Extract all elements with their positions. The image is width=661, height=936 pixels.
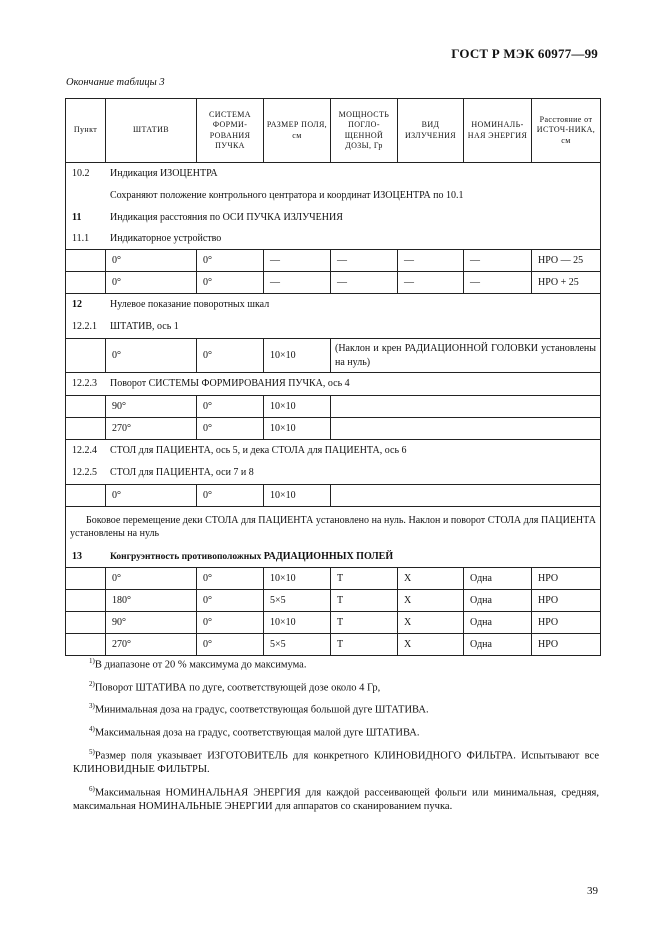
cell-source-distance: НРО — 25	[532, 250, 601, 272]
cell-source-distance: НРО	[532, 634, 601, 656]
col-header-gantry: ШТАТИВ	[106, 99, 197, 163]
footnotes	[73, 657, 599, 814]
cell-dose-rate: Т	[331, 612, 398, 634]
cell-beam-system: 0°	[197, 272, 264, 294]
section-note: Сохраняют положение контрольного центратора и координат ИЗОЦЕНТРА по 10.1	[110, 190, 464, 202]
cell-nominal-energy: Одна	[464, 634, 532, 656]
footnote	[73, 657, 599, 673]
cell-field-size: 10×10	[264, 568, 331, 590]
table-row	[66, 485, 601, 507]
section-number: 12	[72, 299, 82, 311]
cell-radiation-type: Х	[398, 634, 464, 656]
table-row	[66, 396, 601, 418]
section-title: Поворот СИСТЕМЫ ФОРМИРОВАНИЯ ПУЧКА, ось 4	[110, 378, 350, 390]
cell-row-note: (Наклон и крен РАДИАЦИОННОЙ ГОЛОВКИ установлены на нуль)	[331, 339, 601, 373]
section-number: 13	[72, 551, 82, 563]
footnote-mark: 6)	[89, 784, 95, 793]
table-continuation-caption: Окончание таблицы 3	[66, 77, 165, 88]
cell-source-distance: НРО	[532, 568, 601, 590]
cell-gantry: 270°	[106, 634, 197, 656]
table-row	[66, 418, 601, 440]
cell-field-size: —	[264, 272, 331, 294]
footnote-text: Максимальная доза на градус, соответствующая малой дуге ШТАТИВА.	[94, 727, 420, 739]
section-note-row	[66, 507, 601, 548]
cell-source-distance: НРО	[532, 590, 601, 612]
section-title: Конгруэнтность противоположных	[110, 552, 264, 563]
cell-beam-system: 0°	[197, 590, 264, 612]
cell-source-distance: НРО	[532, 612, 601, 634]
section-row	[66, 373, 601, 396]
cell-gantry: 0°	[106, 250, 197, 272]
footnote	[73, 748, 599, 778]
cell-radiation-type: —	[398, 272, 464, 294]
footnote	[73, 702, 599, 718]
cell-field-size: —	[264, 250, 331, 272]
table-row	[66, 590, 601, 612]
section-title: Индикация расстояния по ОСИ ПУЧКА ИЗЛУЧЕНИЯ	[110, 212, 343, 224]
section-row	[66, 316, 601, 339]
footnote	[73, 785, 599, 815]
cell-gantry: 180°	[106, 590, 197, 612]
cell-gantry: 90°	[106, 396, 197, 418]
section-row	[66, 207, 601, 229]
cell-gantry: 0°	[106, 568, 197, 590]
table-row	[66, 339, 601, 373]
cell-source-distance: НРО + 25	[532, 272, 601, 294]
cell-radiation-type: Х	[398, 568, 464, 590]
footnote-mark: 5)	[89, 747, 95, 756]
section-row	[66, 163, 601, 186]
cell-dose-rate: Т	[331, 590, 398, 612]
cell-gantry: 270°	[106, 418, 197, 440]
section-number: 12.2.4	[72, 445, 97, 457]
cell-beam-system: 0°	[197, 396, 264, 418]
cell-dose-rate: Т	[331, 568, 398, 590]
section-title: ШТАТИВ, ось 1	[110, 321, 179, 333]
section-number: 10.2	[72, 168, 90, 180]
footnote-mark: 2)	[89, 679, 95, 688]
cell-gantry: 0°	[106, 339, 197, 373]
footnote-text: Размер поля указывает ИЗГОТОВИТЕЛЬ для конкретного КЛИНОВИДНОГО ФИЛЬТРА. Испытывают все КЛИНОВИДНЫЕ ФИЛЬТРЫ.	[73, 750, 599, 776]
table-header-row	[66, 99, 601, 163]
cell-radiation-type: —	[398, 250, 464, 272]
section-row	[66, 229, 601, 250]
cell-field-size: 10×10	[264, 418, 331, 440]
section-row	[66, 547, 601, 568]
cell-nominal-energy: —	[464, 250, 532, 272]
table-row	[66, 250, 601, 272]
section-number: 12.2.3	[72, 378, 97, 390]
cell-nominal-energy: —	[464, 272, 532, 294]
cell-field-size: 10×10	[264, 485, 331, 507]
footnote	[73, 725, 599, 741]
cell-nominal-energy: Одна	[464, 568, 532, 590]
footnote-text: Максимальная НОМИНАЛЬНАЯ ЭНЕРГИЯ для каждой рассеивающей фольги или минимальная, средняя, максимальная НОМИНАЛЬНЫЕ ЭНЕРГИИ для аппаратов со сканированием пучка.	[73, 787, 599, 813]
section-title: СТОЛ для ПАЦИЕНТА, ось 5, и дека СТОЛА для ПАЦИЕНТА, ось 6	[110, 445, 407, 457]
section-row	[66, 294, 601, 317]
footnote-mark: 3)	[89, 702, 95, 711]
section-title: Индикаторное устройство	[110, 233, 222, 245]
cell-gantry: 90°	[106, 612, 197, 634]
cell-dose-rate: Т	[331, 634, 398, 656]
table-row	[66, 612, 601, 634]
cell-radiation-type: Х	[398, 590, 464, 612]
cell-nominal-energy: Одна	[464, 612, 532, 634]
cell-nominal-energy: Одна	[464, 590, 532, 612]
cell-field-size: 10×10	[264, 612, 331, 634]
cell-beam-system: 0°	[197, 612, 264, 634]
table-row	[66, 272, 601, 294]
col-header-beam-system: СИСТЕМА ФОРМИ-РОВАНИЯ ПУЧКА	[197, 99, 264, 163]
section-title: СТОЛ для ПАЦИЕНТА, оси 7 и 8	[110, 467, 254, 479]
section-row	[66, 440, 601, 463]
cell-field-size: 10×10	[264, 396, 331, 418]
table-row	[66, 634, 601, 656]
section-number: 11	[72, 212, 82, 224]
footnote-text: Поворот ШТАТИВА по дуге, соответствующей дозе около 4 Гр,	[94, 682, 381, 694]
section-number: 12.2.5	[72, 467, 97, 479]
footnote-mark: 4)	[89, 725, 95, 734]
cell-gantry: 0°	[106, 272, 197, 294]
col-header-radiation-type: ВИД ИЗЛУЧЕНИЯ	[398, 99, 464, 163]
col-header-dose-rate: МОЩНОСТЬ ПОГЛО-ЩЕННОЙ ДОЗЫ, Гр	[331, 99, 398, 163]
footnote-text: Минимальная доза на градус, соответствующая большой дуге ШТАТИВА.	[94, 704, 429, 716]
cell-beam-system: 0°	[197, 568, 264, 590]
cell-field-size: 5×5	[264, 634, 331, 656]
footnote-mark: 1)	[89, 657, 95, 665]
section-note-row	[66, 185, 601, 207]
section-number: 12.2.1	[72, 321, 97, 333]
col-header-source-distance: Расстояние от ИСТОЧ-НИКА, см	[532, 99, 601, 163]
section-title: Нулевое показание поворотных шкал	[110, 299, 270, 311]
page-number: 39	[587, 885, 598, 897]
section-note: Боковое перемещение деки СТОЛА для ПАЦИЕНТА установлено на нуль. Наклон и поворот СТОЛА для ПАЦИЕНТА установлены на нуль	[70, 514, 596, 539]
section-title: Индикация ИЗОЦЕНТРА	[110, 168, 218, 180]
cell-beam-system: 0°	[197, 634, 264, 656]
section-title-caps: РАДИАЦИОННЫХ ПОЛЕЙ	[263, 551, 394, 563]
cell-gantry: 0°	[106, 485, 197, 507]
cell-field-size: 5×5	[264, 590, 331, 612]
footnote-text: В диапазоне от 20 % максимума до максимума.	[94, 659, 307, 671]
table-row	[66, 568, 601, 590]
footnote	[73, 680, 599, 696]
document-header: ГОСТ Р МЭК 60977—99	[451, 46, 598, 61]
col-header-item: Пункт	[66, 99, 106, 163]
section-row	[66, 462, 601, 485]
cell-field-size: 10×10	[264, 339, 331, 373]
section-number: 11.1	[72, 233, 90, 245]
cell-beam-system: 0°	[197, 418, 264, 440]
table-3	[65, 98, 601, 656]
cell-beam-system: 0°	[197, 485, 264, 507]
cell-beam-system: 0°	[197, 339, 264, 373]
col-header-field-size: РАЗМЕР ПОЛЯ, см	[264, 99, 331, 163]
cell-dose-rate: —	[331, 272, 398, 294]
cell-beam-system: 0°	[197, 250, 264, 272]
cell-dose-rate: —	[331, 250, 398, 272]
col-header-nominal-energy: НОМИНАЛЬ-НАЯ ЭНЕРГИЯ	[464, 99, 532, 163]
cell-radiation-type: Х	[398, 612, 464, 634]
